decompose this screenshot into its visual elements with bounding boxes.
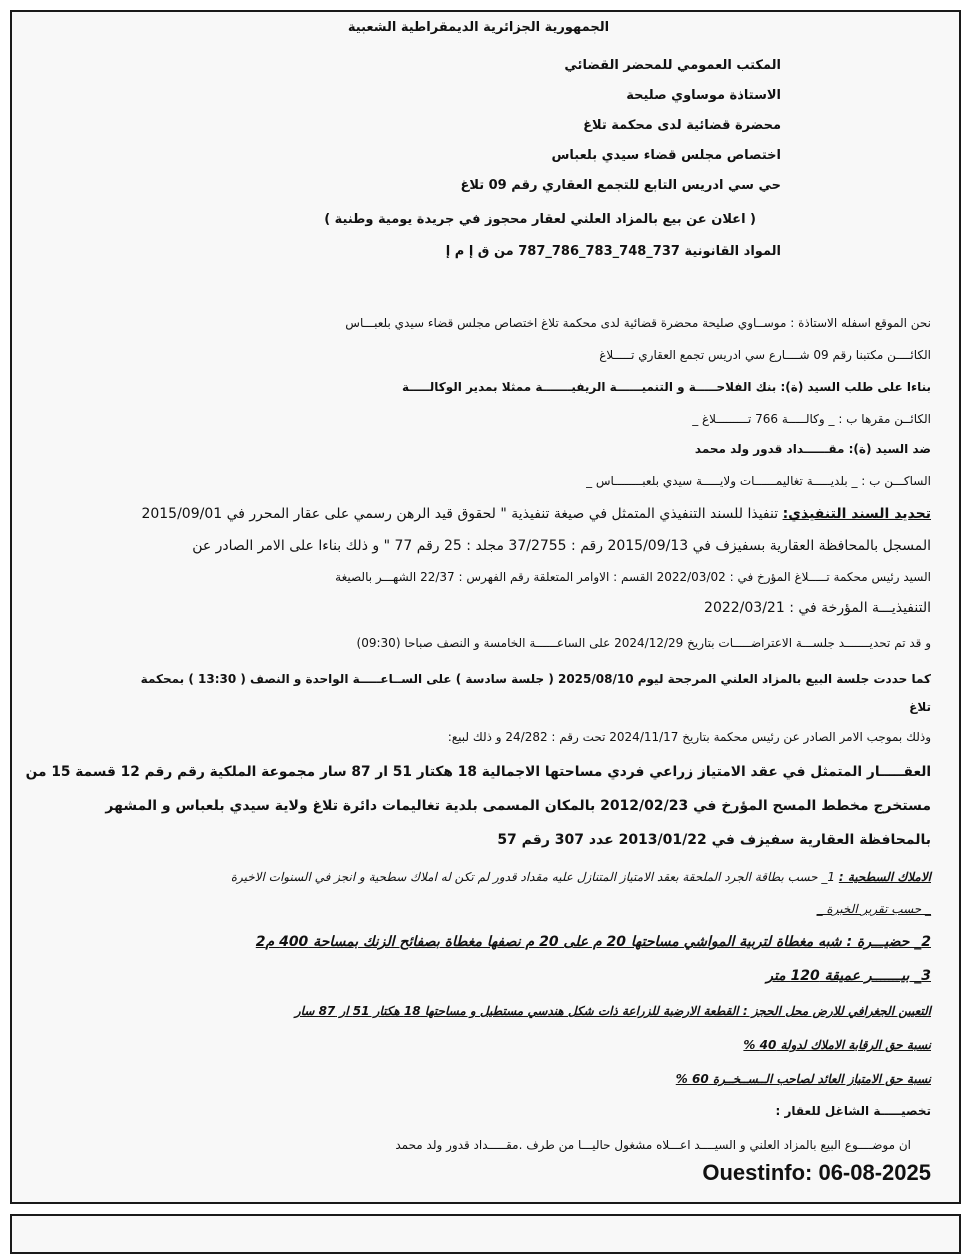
para-17: [231, 870, 931, 884]
para-12b: تلاغ: [909, 700, 931, 714]
para-1: نحن الموقع اسفله الاستاذة : موســاوي صليحة محضرة قضائية لدى محكمة تلاغ اختصاص مجلس قضاء سيدي بلعبـــاس: [345, 316, 931, 330]
para-5: ضد السيد (ة): مقــــــداد قدور ولد محمد: [694, 442, 931, 456]
notice-title: ( اعلان عن بيع بالمزاد العلني لعقار محجوز في جريدة يومية وطنية ): [324, 212, 756, 227]
para-17-text: 1_ حسب بطاقة الجرد الملحقة بعقد الامتياز المتنازل عليه مقداد قدور لم تكن له املاك سطحية و انجز في السنوات الاخيرة: [230, 870, 836, 884]
para-7: [141, 506, 931, 522]
para-7-text: تنفيذا للسند التنفيذي المتمثل في صيغة تنفيذية " لحقوق قيد الرهن رسمي على عقار المحرر في 2015/09/01: [141, 506, 779, 522]
para-15: مستخرج مخطط المسح المؤرخ في 2012/02/23 بالمكان المسمى بلدية تغاليمات دائرة تلاغ ولاية سيدي بلعباس و المشهر: [105, 798, 931, 814]
para-23: نسبة حق الامتياز العائد لصاحب الــســخــرة 60 %: [675, 1072, 931, 1086]
para-25: ان موضــــوع البيع بالمزاد العلني و السيــــد اعـــلاه مشغول حاليـــا من طرف .مقـــــداد قدور ولد محمد: [395, 1138, 911, 1152]
para-24: تخصيـــــة الشاغل للعقار :: [775, 1104, 931, 1118]
para-18: _ حسب تقرير الخبرة _: [816, 902, 931, 916]
para-7-label: تحديد السند التنفيذي:: [782, 506, 931, 522]
para-6: الساكـــن ب : _ بلديـــــة تغاليمــــــات ولايـــــة سيدي بلعبــــــــاس _: [586, 474, 931, 488]
articles-line: المواد القانونية 737_748_783_786_787 من ق إ م إ: [445, 244, 781, 259]
para-10: التنفيذيـــة المؤرخة في : 2022/03/21: [704, 600, 931, 616]
para-3: بناءا على طلب السيد (ة): بنك الفلاحـــــة و التنميــــــة الريفيـــــــة ممثلا بمدير الوكالـــــة: [402, 380, 931, 394]
jurisdiction-line: اختصاص مجلس قضاء سيدي بلعباس: [551, 148, 781, 163]
para-22: نسبة حق الرقابة الاملاك لدولة 40 %: [743, 1038, 931, 1052]
para-8: المسجل بالمحافظة العقارية بسفيزف في 2015/09/13 رقم : 37/2755 مجلد : 25 رقم 77 " و ذلك بناءا على الامر الصادر عن: [192, 538, 931, 554]
bailiff-line: الاستاذة موساوي صليحة: [626, 88, 781, 103]
address-line: حي سي ادريس التابع للتجمع العقاري رقم 09 تلاغ: [460, 178, 781, 193]
para-11: و قد تم تحديـــــــد جلســـة الاعتراضـــــات بتاريخ 2024/12/29 على الساعــــــة الخامسة و النصف صباحا (09:30): [356, 636, 931, 650]
office-line: المكتب العمومي للمحضر القضائي: [564, 58, 781, 73]
court-line: محضرة قضائية لدى محكمة تلاغ: [583, 118, 781, 133]
para-17-label: الاملاك السطحية :: [838, 870, 931, 884]
para-16: بالمحافظة العقارية سفيزف في 2013/01/22 عدد 307 رقم 57: [497, 832, 931, 848]
publication-stamp: Ouestinfo: 06-08-2025: [702, 1160, 931, 1185]
para-14: العقـــــار المتمثل في عقد الامتياز زراعي فردي مساحتها الاجمالية 18 هكتار 51 ار 87 سار مجموعة الملكية رقم رقم 12 قسمة 15 من: [25, 764, 931, 780]
para-19: 2_ حضيـــرة : شبه مغطاة لتربية المواشي مساحتها 20 م على 20 م نصفها مغطاة بصفائح الزنك بمساحة 400 م2: [255, 934, 931, 950]
para-20: 3_ بيـــــــر عميقة 120 متر: [766, 968, 931, 984]
para-2: الكائــــن مكتبنا رقم 09 شــــارع سي ادريس تجمع العقاري تـــــلاغ: [599, 348, 931, 362]
para-13: وذلك بموجب الامر الصادر عن رئيس محكمة بتاريخ 2024/11/17 تحت رقم : 24/282 و ذلك لبيع:: [447, 730, 931, 744]
para-4: الكائــن مقرها ب : _ وكالـــــة 766 تـــــــــلاغ _: [692, 412, 931, 426]
republic-header: الجمهورية الجزائرية الديمقراطية الشعبية: [347, 20, 610, 35]
para-21: التعيين الجغرافي للارض محل الحجز : القطعة الارضية للزراعة ذات شكل هندسي مستطيل و مساحتها 18 هكتار 51 ار 87 سار: [294, 1004, 931, 1018]
next-notice-frame: [10, 1214, 961, 1254]
para-9: السيد رئيس محكمة تـــــلاغ المؤرخ في : 2022/03/02 القسم : الاوامر المتعلقة رقم الفهرس : 22/37 الشهـــر بالصيغة: [335, 570, 931, 584]
para-12: كما حددت جلسة البيع بالمزاد العلني المرجحة ليوم 2025/08/10 ( جلسة سادسة ) على الســاعـــــة الواحدة و النصف ( 13:30 ) بمحكمة: [140, 672, 931, 686]
